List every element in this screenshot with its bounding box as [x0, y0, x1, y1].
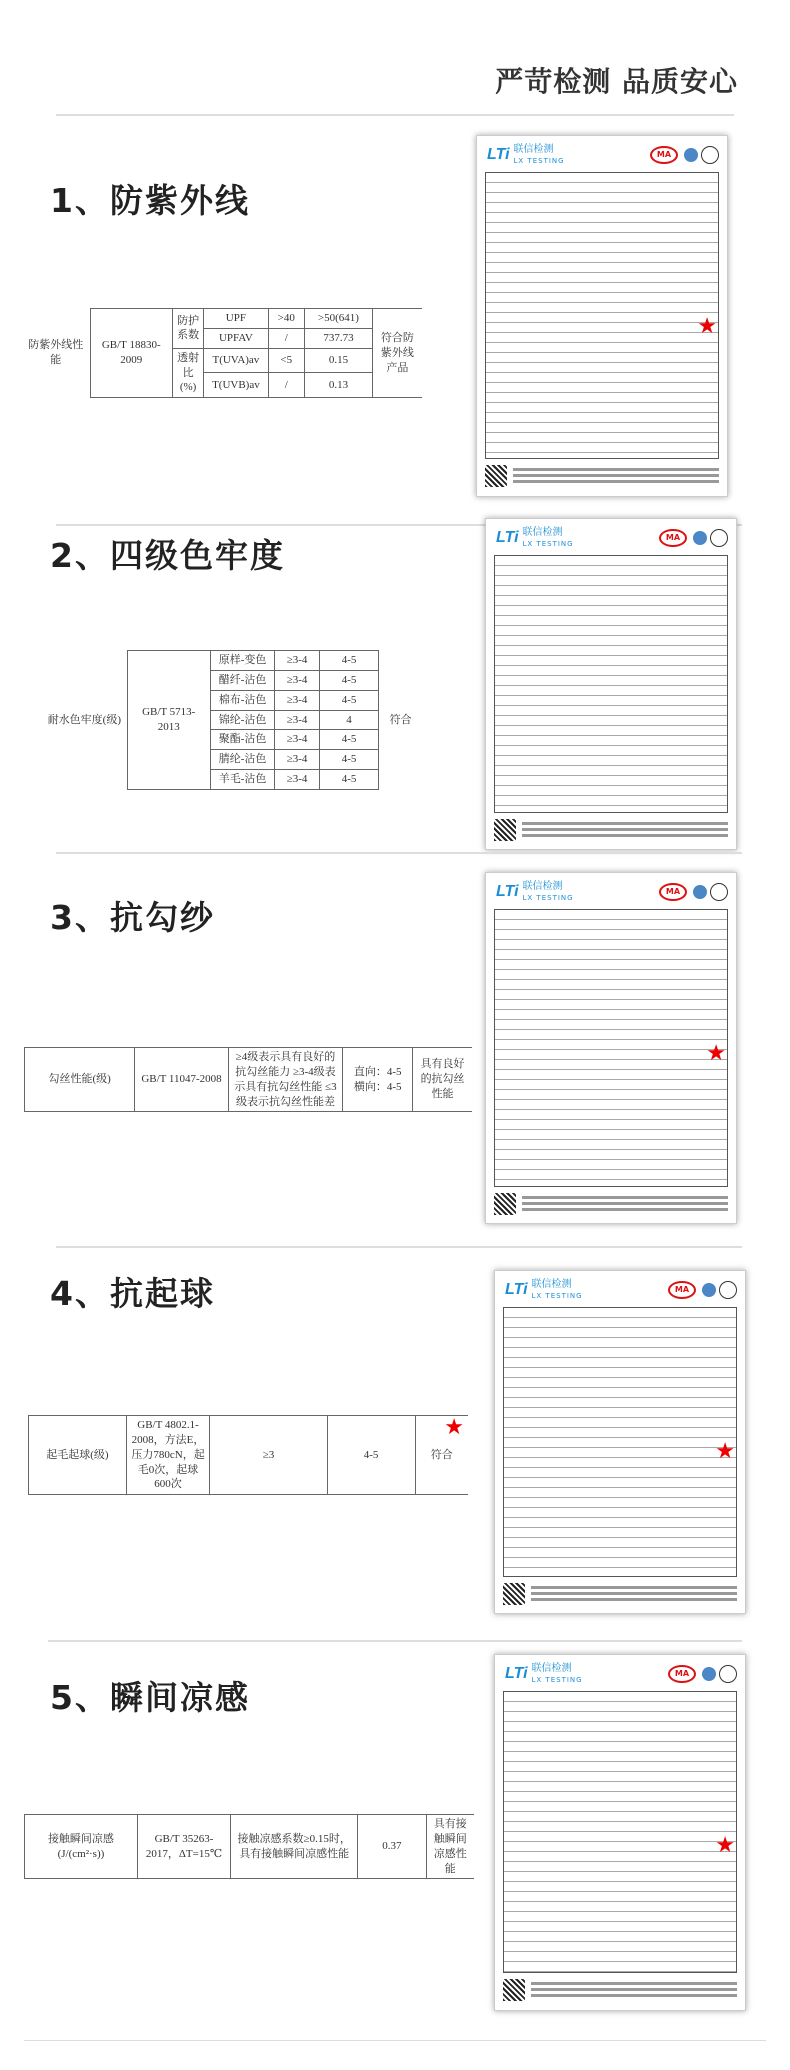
- table-cell: 0.37: [358, 1815, 426, 1879]
- table-cell: 直向：4-5 横向：4-5: [343, 1048, 413, 1112]
- report-table: [503, 1307, 737, 1577]
- brand-name: 联信检测 LX TESTING: [513, 144, 565, 165]
- test-report-image: [476, 135, 728, 497]
- pilling-table: [28, 1415, 468, 1495]
- red-star-stamp-icon: ★: [715, 1833, 735, 1858]
- section-title: 2、四级色牢度: [50, 536, 285, 575]
- red-star-stamp-icon: ★: [697, 314, 717, 339]
- qr-code-icon: [503, 1583, 525, 1605]
- report-footer: [503, 1583, 737, 1609]
- table-cell: >50(641): [305, 309, 373, 329]
- result-text: 符合: [430, 1448, 453, 1461]
- report-footer: [503, 1979, 737, 2005]
- table-cell: 4-5: [319, 670, 379, 690]
- divider: [48, 1640, 742, 1642]
- divider: [56, 114, 734, 116]
- lti-logo: LTi: [505, 1281, 528, 1298]
- divider: [24, 2040, 766, 2041]
- table-cell: UPF: [204, 309, 268, 329]
- cnas-logo: [701, 146, 719, 164]
- lti-logo: LTi: [496, 883, 519, 900]
- table-cell: 勾丝性能(级): [25, 1048, 135, 1112]
- table-cell: GB/T 11047-2008: [135, 1048, 228, 1112]
- section-title: 1、防紫外线: [50, 181, 250, 220]
- cnas-logo: [719, 1281, 737, 1299]
- uv-table: [22, 308, 422, 398]
- cnas-logo: [719, 1665, 737, 1683]
- lti-logo: LTi: [496, 529, 519, 546]
- table-cell: 0.13: [305, 373, 373, 398]
- table-cell: 4-5: [319, 770, 379, 790]
- brand-name: 联信检测 LX TESTING: [522, 527, 574, 548]
- table-cell: 耐水色牢度(级): [47, 713, 122, 726]
- test-report-image: [494, 1270, 746, 1614]
- table-cell: 锦纶-沾色: [210, 710, 275, 730]
- table-cell: 符合防紫外线产品: [372, 309, 422, 398]
- table-cell: 4-5: [319, 750, 379, 770]
- ilac-logo: [684, 148, 698, 162]
- divider: [56, 1246, 742, 1248]
- table-cell: ≥3-4: [275, 690, 319, 710]
- table-cell: ≥3-4: [275, 670, 319, 690]
- section-title: 4、抗起球: [50, 1274, 215, 1313]
- table-cell: GB/T 18830-2009: [90, 309, 172, 398]
- report-table: [494, 555, 728, 813]
- qr-code-icon: [494, 1193, 516, 1215]
- table-cell: GB/T 5713-2013: [127, 651, 210, 790]
- report-footer: [494, 1193, 728, 1219]
- table-cell: T(UVB)av: [204, 373, 268, 398]
- table-cell: 4: [319, 710, 379, 730]
- header-title: 严苛检测 品质安心: [495, 65, 738, 98]
- table-cell: 原样-变色: [210, 651, 275, 671]
- table-cell: 具有良好的抗勾丝性能: [413, 1048, 472, 1112]
- table-cell: /: [268, 328, 305, 348]
- lti-logo: LTi: [487, 146, 510, 163]
- table-cell: /: [268, 373, 305, 398]
- brand-name: 联信检测 LX TESTING: [522, 881, 574, 902]
- report-footer: [494, 819, 728, 845]
- table-cell: 聚酯-沾色: [210, 730, 275, 750]
- test-report-image: [485, 518, 737, 850]
- table-cell: UPFAV: [204, 328, 268, 348]
- cooling-table: [24, 1814, 474, 1879]
- section-title: 3、抗勾纱: [50, 898, 215, 937]
- table-cell: 防紫外线性能: [28, 339, 84, 367]
- cnas-logo: [710, 883, 728, 901]
- ma-logo: MA: [659, 529, 687, 547]
- ma-logo: MA: [668, 1665, 696, 1683]
- cnas-logo: [710, 529, 728, 547]
- ilac-logo: [702, 1667, 716, 1681]
- table-cell: 棉布-沾色: [210, 690, 275, 710]
- table-cell: 0.15: [305, 348, 373, 373]
- snagging-table: [24, 1047, 472, 1112]
- test-report-image: [494, 1654, 746, 2011]
- red-star-stamp-icon: ★: [706, 1041, 726, 1066]
- report-table: [494, 909, 728, 1187]
- table-cell: 羊毛-沾色: [210, 770, 275, 790]
- table-cell: 防护系数: [172, 309, 203, 349]
- table-cell: GB/T 4802.1-2008，方法E，压力780cN，起毛0次，起球600次: [126, 1416, 209, 1495]
- ma-logo: MA: [659, 883, 687, 901]
- brand-name: 联信检测 LX TESTING: [531, 1279, 583, 1300]
- colorfastness-table: [42, 650, 422, 790]
- table-cell: 符合: [379, 651, 422, 790]
- qr-code-icon: [494, 819, 516, 841]
- table-cell: 4-5: [327, 1416, 415, 1495]
- table-cell: <5: [268, 348, 305, 373]
- table-cell: ≥4级表示具有良好的抗勾丝能力 ≥3-4级表示具有抗勾丝性能 ≤3级表示抗勾丝性能差: [228, 1048, 343, 1112]
- table-cell: 起毛起球(级): [29, 1416, 127, 1495]
- lti-logo: LTi: [505, 1665, 528, 1682]
- ilac-logo: [693, 531, 707, 545]
- report-table: [503, 1691, 737, 1973]
- table-cell: ≥3: [210, 1416, 327, 1495]
- table-cell: 透射比(%): [172, 348, 203, 398]
- table-cell: 醋纤-沾色: [210, 670, 275, 690]
- ilac-logo: [693, 885, 707, 899]
- table-cell: ≥3-4: [275, 651, 319, 671]
- ma-logo: MA: [650, 146, 678, 164]
- table-cell: 737.73: [305, 328, 373, 348]
- table-cell: 具有接触瞬间凉感性能: [426, 1815, 474, 1879]
- table-cell: 4-5: [319, 730, 379, 750]
- report-table: [485, 172, 719, 459]
- table-cell: 接触凉感系数≥0.15时，具有接触瞬间凉感性能: [231, 1815, 358, 1879]
- ma-logo: MA: [668, 1281, 696, 1299]
- table-cell: 4-5: [319, 651, 379, 671]
- table-cell: 4-5: [319, 690, 379, 710]
- red-star-stamp-icon: ★: [715, 1439, 735, 1464]
- divider: [56, 852, 742, 854]
- red-star-stamp-icon: ★: [444, 1414, 464, 1439]
- table-cell: T(UVA)av: [204, 348, 268, 373]
- table-cell: ≥3-4: [275, 750, 319, 770]
- table-cell: GB/T 35263-2017，ΔT=15℃: [137, 1815, 230, 1879]
- qr-code-icon: [503, 1979, 525, 2001]
- table-cell: 接触瞬间凉感(J/(cm²·s)): [25, 1815, 138, 1879]
- table-cell: ≥3-4: [275, 710, 319, 730]
- ilac-logo: [702, 1283, 716, 1297]
- table-cell: 腈纶-沾色: [210, 750, 275, 770]
- table-cell: >40: [268, 309, 305, 329]
- test-report-image: [485, 872, 737, 1224]
- brand-name: 联信检测 LX TESTING: [531, 1663, 583, 1684]
- table-cell: ≥3-4: [275, 730, 319, 750]
- table-cell: [415, 1416, 468, 1495]
- report-footer: [485, 465, 719, 491]
- table-cell: ≥3-4: [275, 770, 319, 790]
- section-title: 5、瞬间凉感: [50, 1678, 250, 1717]
- qr-code-icon: [485, 465, 507, 487]
